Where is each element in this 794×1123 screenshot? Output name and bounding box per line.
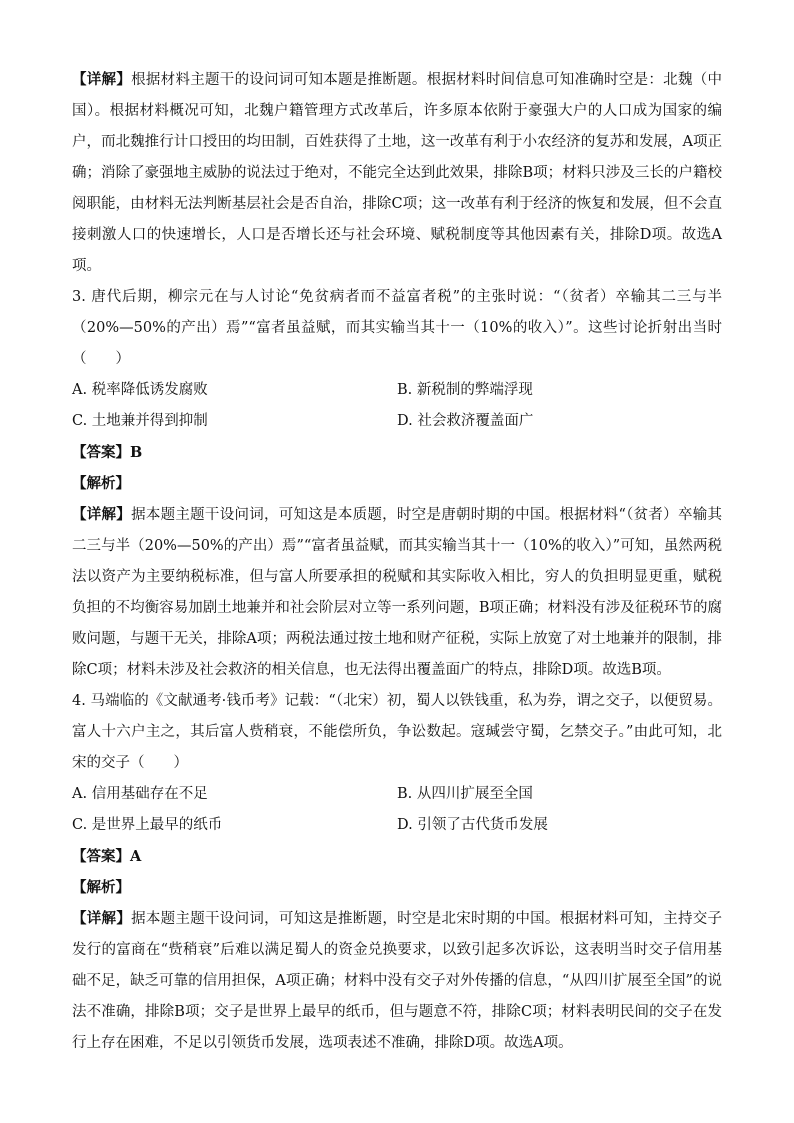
q3-options-row-1 — [72, 375, 722, 406]
q4-option-c: C. 是世界上最早的纸币 — [72, 817, 223, 833]
detail-text: 据本题主题干设问词，可知这是本质题，时空是唐朝时期的中国。根据材料“（贫者）卒输其二三与半（20%—50%的产出）焉”“富者虽益赋，而其实输当其十一（10%的收入）”可知，虽然两税法以资产为主要纳税标准，但与富人所要承担的税赋和其实际收入相比，穷人的负担明显更重，赋税负担的不均衡容易加剧土地兼并和社会阶层对立等一系列问题，B项正确；材料没有涉及征税环节的腐败问题，与题干无关，排除A项；两税法通过按土地和财产征税，实际上放宽了对土地兼并的限制，排除C项；材料未涉及社会救济的相关信息，也无法得出覆盖面广的特点，排除D项。故选B项。 — [72, 507, 722, 678]
q4-detail-paragraph — [72, 903, 722, 1059]
detail-text: 据本题主题干设问词，可知这是推断题，时空是北宋时期的中国。根据材料可知，主持交子发行的富商在“赀稍衰”后难以满足蜀人的资金兑换要求，以致引起多次诉讼，这表明当时交子信用基础不足，缺乏可靠的信用担保，A项正确；材料中没有交子对外传播的信息，“从四川扩展至全国”的说法不准确，排除B项；交子是世界上最早的纸币，但与题意不符，排除C项；材料表明民间的交子在发行上存在困难，不足以引领货币发展，选项表述不准确，排除D项。故选A项。 — [72, 911, 723, 1051]
q3-option-a: A. 税率降低诱发腐败 — [72, 382, 208, 398]
detail-text: 根据材料主题干的设问词可知本题是推断题。根据材料时间信息可知准确时空是：北魏（中国）。根据材料概况可知，北魏户籍管理方式改革后，许多原本依附于豪强大户的人口成为国家的编户，而北魏推行计口授田的均田制，百姓获得了土地，这一改革有利于小农经济的复苏和发展，A项正确；消除了豪强地主威胁的说法过于绝对，不能完全达到此效果，排除B项；材料只涉及三长的户籍校阅职能，由材料无法判断基层社会是否自治，排除C项；这一改革有利于经济的恢复和发展，但不会直接刺激人口的快速增长，人口是否增长还与社会环境、赋税制度等其他因素有关，排除D项。故选A项。 — [72, 72, 723, 274]
document-page — [72, 64, 722, 1059]
q2-analysis-paragraph — [72, 64, 722, 282]
q4-stem: 4. 马端临的《文献通考·钱币考》记载：“（北宋）初，蜀人以铁钱重，私为券，谓之交子，以便贸易。富人十六户主之，其后富人赀稍衰，不能偿所负，争讼数起。寇瑊尝守蜀，乞禁交子。”由此可知，北宋的交子（ ） — [72, 693, 722, 771]
detail-label: 【详解】 — [72, 910, 132, 927]
q3-option-c: C. 土地兼并得到抑制 — [72, 413, 208, 429]
q3-options-row-2 — [72, 406, 722, 437]
q4-options-row-1 — [72, 779, 722, 810]
q3-detail-paragraph — [72, 499, 722, 686]
detail-label: 【详解】 — [72, 506, 132, 523]
detail-label: 【详解】 — [72, 71, 132, 88]
q4-option-b: B. 从四川扩展至全国 — [397, 786, 533, 802]
q3-option-d: D. 社会救济覆盖面广 — [397, 413, 534, 429]
q4-answer: 【答案】A — [72, 848, 142, 865]
q3-analysis-heading: 【解析】 — [72, 475, 130, 492]
q3-answer: 【答案】B — [72, 444, 143, 461]
q4-options-row-2 — [72, 810, 722, 841]
q4-option-a: A. 信用基础存在不足 — [72, 786, 208, 802]
q3-option-b: B. 新税制的弊端浮现 — [397, 382, 533, 398]
q4-option-d: D. 引领了古代货币发展 — [397, 817, 548, 833]
q3-stem: 3. 唐代后期，柳宗元在与人讨论“免贫病者而不益富者税”的主张时说：“（贫者）卒输其二三与半（20%—50%的产出）焉”“富者虽益赋，而其实输当其十一（10%的收入）”。这些讨论折射出当时（ ） — [72, 289, 722, 367]
q4-analysis-heading: 【解析】 — [72, 879, 130, 896]
